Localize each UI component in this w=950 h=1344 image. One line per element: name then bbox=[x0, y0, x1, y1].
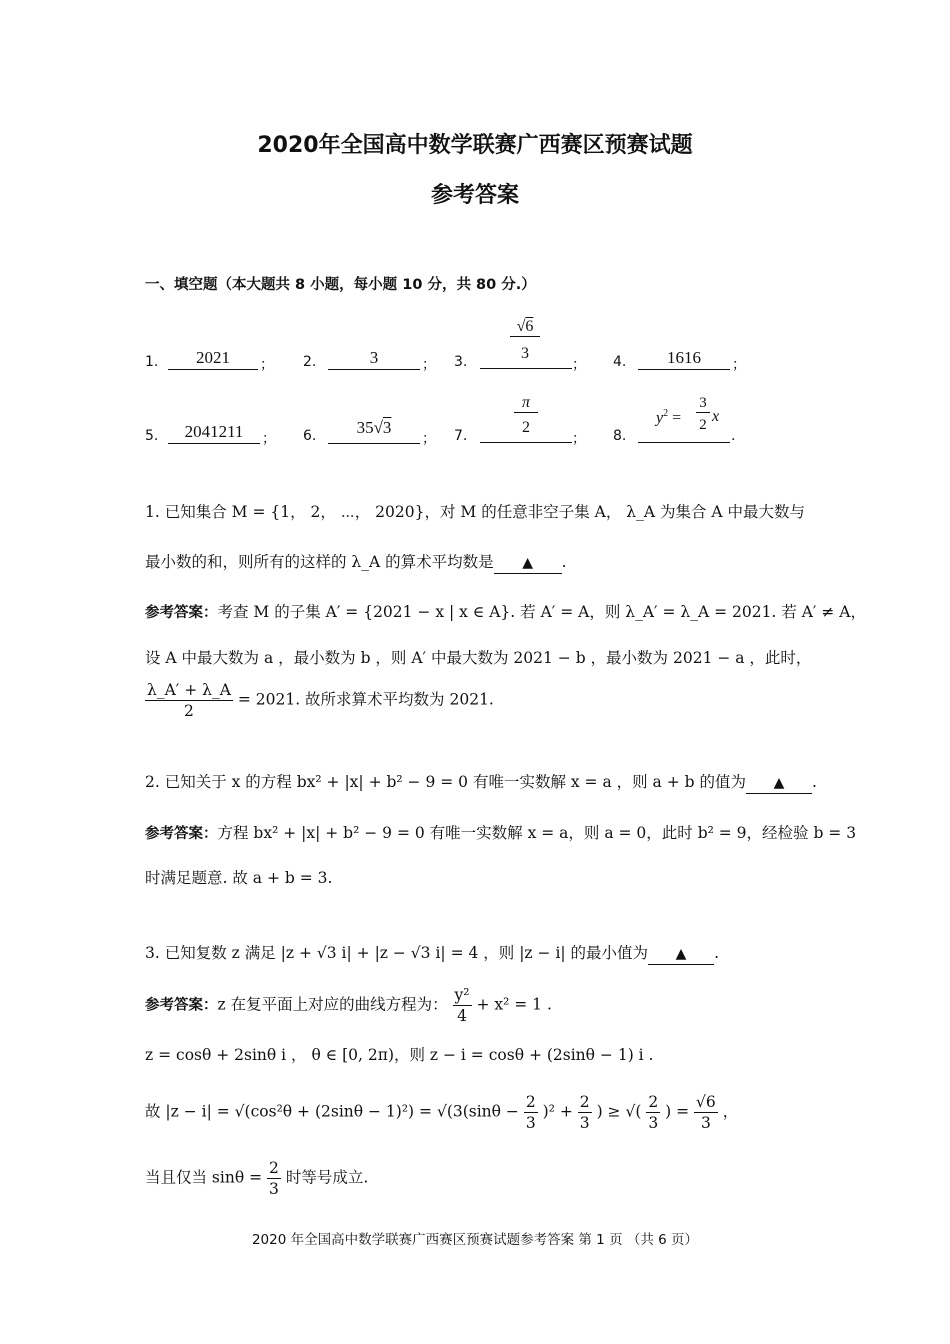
answer-sep-4: ； bbox=[732, 357, 746, 373]
answer-sep-8: . bbox=[731, 428, 736, 444]
q2-ref-line1: 参考答案：方程 bx² + |x| + b² − 9 = 0 有唯一实数解 x = a，则 a = 0，此时 b² = 9，经检验 b = 3 bbox=[145, 824, 857, 842]
q1-line1: 1. 已知集合 M = {1， 2， ⋯， 2020}，对 M 的任意非空子集 A， λ_A 为集合 A 中最大数与 bbox=[145, 503, 805, 521]
answer-3-numerator: √6 bbox=[510, 318, 540, 337]
triangle-icon: ▲ bbox=[773, 775, 785, 791]
answer-7-denominator: 2 bbox=[522, 419, 530, 436]
answer-blank-5: 2041211 bbox=[168, 421, 260, 444]
answer-sep-3: ； bbox=[572, 357, 586, 373]
answer-blank-3 bbox=[480, 318, 572, 369]
answer-3-denominator: 3 bbox=[521, 345, 529, 362]
answer-sep-7: ； bbox=[572, 431, 586, 447]
answer-blank-4: 1616 bbox=[638, 347, 730, 370]
answer-blank-8: $y^2$ = 3 2 x bbox=[638, 394, 730, 443]
section-heading: 一、填空题（本大题共 8 小题，每小题 10 分，共 80 分.） bbox=[145, 277, 536, 293]
answer-number-7: 7. bbox=[454, 428, 468, 444]
page-subtitle: 参考答案 bbox=[430, 183, 519, 208]
q3-ref-line2: z = cosθ + 2sinθ i ， θ ∈ [0, 2π)，则 z − i = cosθ + (2sinθ − 1) i . bbox=[145, 1046, 654, 1064]
answer-number-4: 4. bbox=[613, 354, 627, 370]
q2-line1: 2. 已知关于 x 的方程 bx² + |x| + b² − 9 = 0 有唯一实数解 x = a ，则 a + b 的值为 ▲ . bbox=[145, 772, 817, 794]
page-title: 2020年全国高中数学联赛广西赛区预赛试题 bbox=[257, 133, 693, 158]
answer-sep-2: ； bbox=[422, 357, 436, 373]
answer-7-numerator: π bbox=[514, 394, 538, 413]
answer-blank-2: 3 bbox=[328, 347, 420, 370]
q3-ref-line3: 故 |z − i| = √(cos²θ + (2sinθ − 1)²) = √(3(sinθ − $\frac{2}{3}$ )² + $\frac{2}{3}$ ) ≥ √( $\frac{2}{3}$ ) = $\frac{√6}{3}$ ， bbox=[145, 1093, 739, 1132]
answer-blank-6: 35√3 bbox=[328, 418, 420, 444]
triangle-icon: ▲ bbox=[675, 946, 687, 962]
answer-sep-5: ； bbox=[262, 431, 276, 447]
q1-ref-line1: 参考答案：考查 M 的子集 A′ = {2021 − x | x ∈ A}. 若 A′ = A，则 λ_A′ = λ_A = 2021. 若 A′ ≠ A， bbox=[145, 603, 866, 621]
q1-line2: 最小数的和，则所有的这样的 λ_A 的算术平均数是 ▲ . bbox=[145, 552, 567, 574]
q3-ref-line4: 当且仅当 sinθ = $\frac{2}{3}$ 时等号成立. bbox=[145, 1159, 369, 1198]
q2-ref-line2: 时满足题意. 故 a + b = 3. bbox=[145, 869, 333, 887]
q3-ref-line1: 参考答案：z 在复平面上对应的曲线方程为： $\frac{\text{y²}}{4}$ + x² = 1 . bbox=[145, 986, 552, 1025]
triangle-icon: ▲ bbox=[522, 555, 534, 571]
q1-ref-line2: 设 A 中最大数为 a ，最小数为 b ，则 A′ 中最大数为 2021 − b ，最小数为 2021 − a ，此时， bbox=[145, 649, 812, 667]
page-footer: 2020 年全国高中数学联赛广西赛区预赛试题参考答案 第 1 页 （共 6 页） bbox=[251, 1232, 699, 1248]
answer-number-2: 2. bbox=[303, 354, 317, 370]
answer-sep-6: ； bbox=[422, 431, 436, 447]
answer-number-8: 8. bbox=[613, 428, 627, 444]
answer-blank-7 bbox=[480, 394, 572, 443]
answer-number-1: 1. bbox=[145, 354, 159, 370]
answer-number-3: 3. bbox=[454, 354, 468, 370]
q1-ref-line3: $\frac{\lambda\_A' + \lambda\_A}{2}$ = 2021. 故所求算术平均数为 2021. bbox=[147, 681, 494, 720]
q3-line1: 3. 已知复数 z 满足 |z + √3 i| + |z − √3 i| = 4 ，则 |z − i| 的最小值为 ▲ . bbox=[145, 943, 719, 965]
answer-number-5: 5. bbox=[145, 428, 159, 444]
answer-blank-1: 2021 bbox=[168, 347, 258, 370]
answer-sep-1: ； bbox=[260, 357, 274, 373]
answer-number-6: 6. bbox=[303, 428, 317, 444]
